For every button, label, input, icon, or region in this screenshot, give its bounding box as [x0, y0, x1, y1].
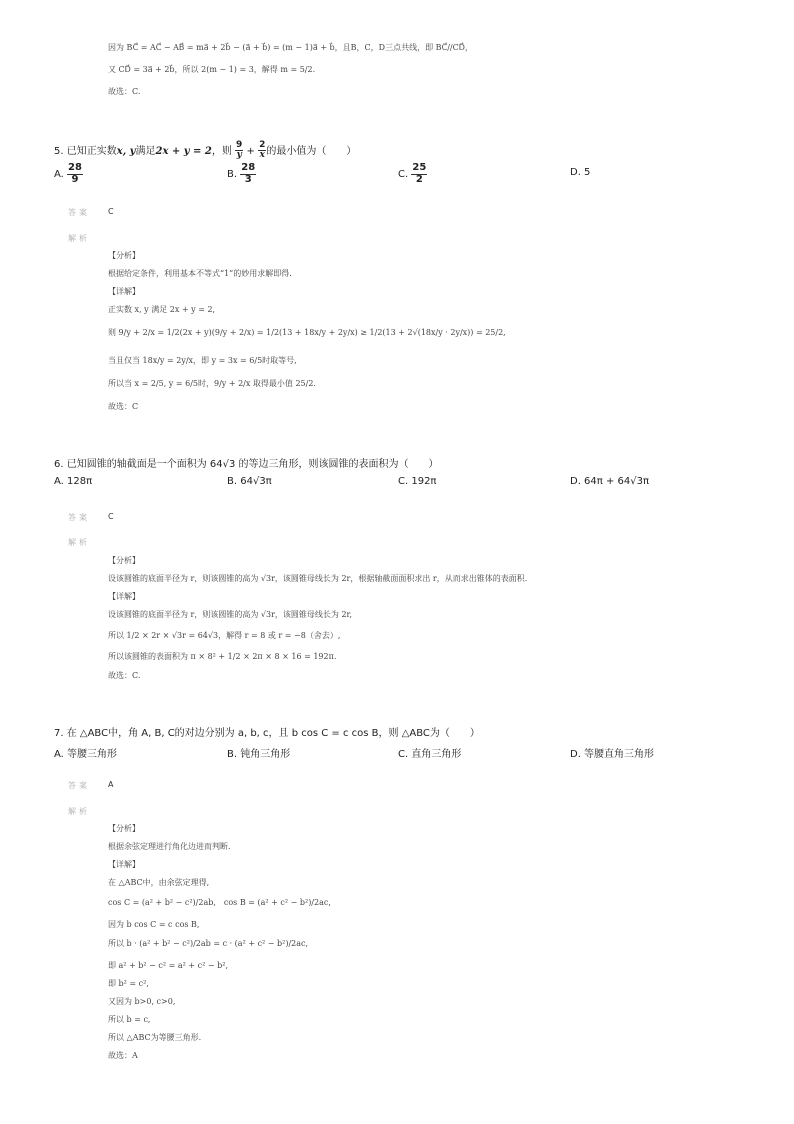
q7-option-a[interactable]: A. 等腰三角形 — [54, 749, 118, 760]
q6-stem: 6. 已知圆锥的轴截面是一个面积为 64√3 的等边三角形，则该圆锥的表面积为（ ） — [54, 459, 439, 470]
q7-option-c[interactable]: C. 直角三角形 — [398, 749, 462, 760]
q6-xiangjie-heading: 【详解】 — [108, 592, 140, 601]
q5-option-d[interactable]: D. 5 — [570, 167, 591, 178]
q6-detail-line-4: 故选：C. — [108, 671, 141, 680]
q7-detail-line-1: 在 △ABC中，由余弦定理得, — [108, 878, 210, 887]
q7-option-b[interactable]: B. 钝角三角形 — [227, 749, 291, 760]
q7-stem: 7. 在 △ABC中，角 A, B, C的对边分别为 a, b, c，且 b cos C = c cos B，则 △ABC为（ ） — [54, 728, 480, 739]
q6-detail-line-1: 设该圆锥的底面半径为 r，则该圆锥的高为 √3r，该圆锥母线长为 2r, — [108, 610, 353, 619]
q7-fenxi-text: 根据余弦定理进行角化边进而判断. — [108, 842, 231, 851]
q5-detail-line-2: 则 9/y + 2/x = 1/2(2x + y)(9/y + 2/x) = 1/2(13 + 18x/y + 2y/x) ≥ 1/2(13 + 2√(18x/y · 2y/x)) = 25/2, — [108, 328, 506, 337]
q5-option-a[interactable]: A. $\frac{28}{9}$ — [54, 162, 82, 185]
prev-solution-line-3: 故选：C. — [108, 87, 141, 96]
q5-detail-line-4: 所以当 x = 2/5, y = 6/5时，9/y + 2/x 取得最小值 25/2. — [108, 379, 316, 388]
q7-detail-line-2: cos C = (a² + b² − c²)/2ab, cos B = (a² + c² − b²)/2ac, — [108, 898, 331, 907]
q6-fenxi-text: 设该圆锥的底面半径为 r，则该圆锥的高为 √3r，该圆锥母线长为 2r，根据轴截面面积求出 r，从而求出锥体的表面积. — [108, 574, 528, 583]
q7-detail-line-9: 所以 △ABC为等腰三角形. — [108, 1033, 202, 1042]
q7-detail-line-4: 所以 b · (a² + b² − c²)/2ab = c · (a² + c² − b²)/2ac, — [108, 939, 309, 948]
q5-answer-label: 答案 — [68, 208, 90, 217]
q5-xiangjie-heading: 【详解】 — [108, 287, 140, 296]
q7-detail-line-5: 即 a² + b² − c² = a² + c² − b², — [108, 961, 229, 970]
q5-stem: 5. 已知正实数x, y满足2x + y = 2，则 $\frac{9}{y}$ + $\frac{2}{x}$ 的最小值为（ ） — [54, 140, 357, 161]
q6-detail-line-3: 所以该圆锥的表面积为 π × 8² + 1/2 × 2π × 8 × 16 = 192π. — [108, 652, 337, 661]
q5-analysis-label: 解析 — [68, 234, 90, 243]
q5-answer-value: C — [108, 207, 114, 216]
q6-option-c[interactable]: C. 192π — [398, 476, 437, 487]
q7-detail-line-10: 故选：A — [108, 1051, 138, 1060]
q7-answer-label: 答案 — [68, 781, 90, 790]
q7-detail-line-3: 因为 b cos C = c cos B, — [108, 920, 200, 929]
q6-detail-line-2: 所以 1/2 × 2r × √3r = 64√3，解得 r = 8 或 r = −8（舍去）, — [108, 631, 341, 640]
q7-detail-line-7: 又因为 b>0, c>0, — [108, 997, 176, 1006]
q7-answer-value: A — [108, 780, 114, 789]
q6-answer-value: C — [108, 512, 114, 521]
q7-detail-line-8: 所以 b = c, — [108, 1015, 151, 1024]
q6-option-d[interactable]: D. 64π + 64√3π — [570, 476, 650, 487]
q6-analysis-label: 解析 — [68, 538, 90, 547]
q5-option-b[interactable]: B. $\frac{28}{3}$ — [227, 162, 256, 185]
q5-option-c[interactable]: C. $\frac{25}{2}$ — [398, 162, 427, 185]
q7-option-d[interactable]: D. 等腰直角三角形 — [570, 749, 655, 760]
q5-detail-line-1: 正实数 x, y 满足 2x + y = 2, — [108, 305, 216, 314]
q5-fenxi-text: 根据给定条件，利用基本不等式“1”的妙用求解即得. — [108, 269, 292, 278]
q5-fenxi-heading: 【分析】 — [108, 251, 140, 260]
q5-detail-line-3: 当且仅当 18x/y = 2y/x，即 y = 3x = 6/5时取等号, — [108, 356, 297, 365]
q6-fenxi-heading: 【分析】 — [108, 556, 140, 565]
q7-analysis-label: 解析 — [68, 807, 90, 816]
q7-fenxi-heading: 【分析】 — [108, 824, 140, 833]
q5-detail-line-5: 故选：C — [108, 402, 139, 411]
prev-solution-line-1: 因为 BC⃗ = AC⃗ − AB⃗ = ma⃗ + 2b⃗ − (a⃗ + b⃗) = (m − 1)a⃗ + b⃗，且B，C，D三点共线，即 BC⃗//CD⃗， — [108, 43, 473, 52]
q6-option-b[interactable]: B. 64√3π — [227, 476, 272, 487]
q6-option-a[interactable]: A. 128π — [54, 476, 93, 487]
prev-solution-line-2: 又 CD⃗ = 3a⃗ + 2b⃗，所以 2(m − 1) = 3，解得 m = 5/2. — [108, 65, 316, 74]
q7-xiangjie-heading: 【详解】 — [108, 860, 140, 869]
q7-detail-line-6: 即 b² = c², — [108, 979, 149, 988]
q6-answer-label: 答案 — [68, 513, 90, 522]
